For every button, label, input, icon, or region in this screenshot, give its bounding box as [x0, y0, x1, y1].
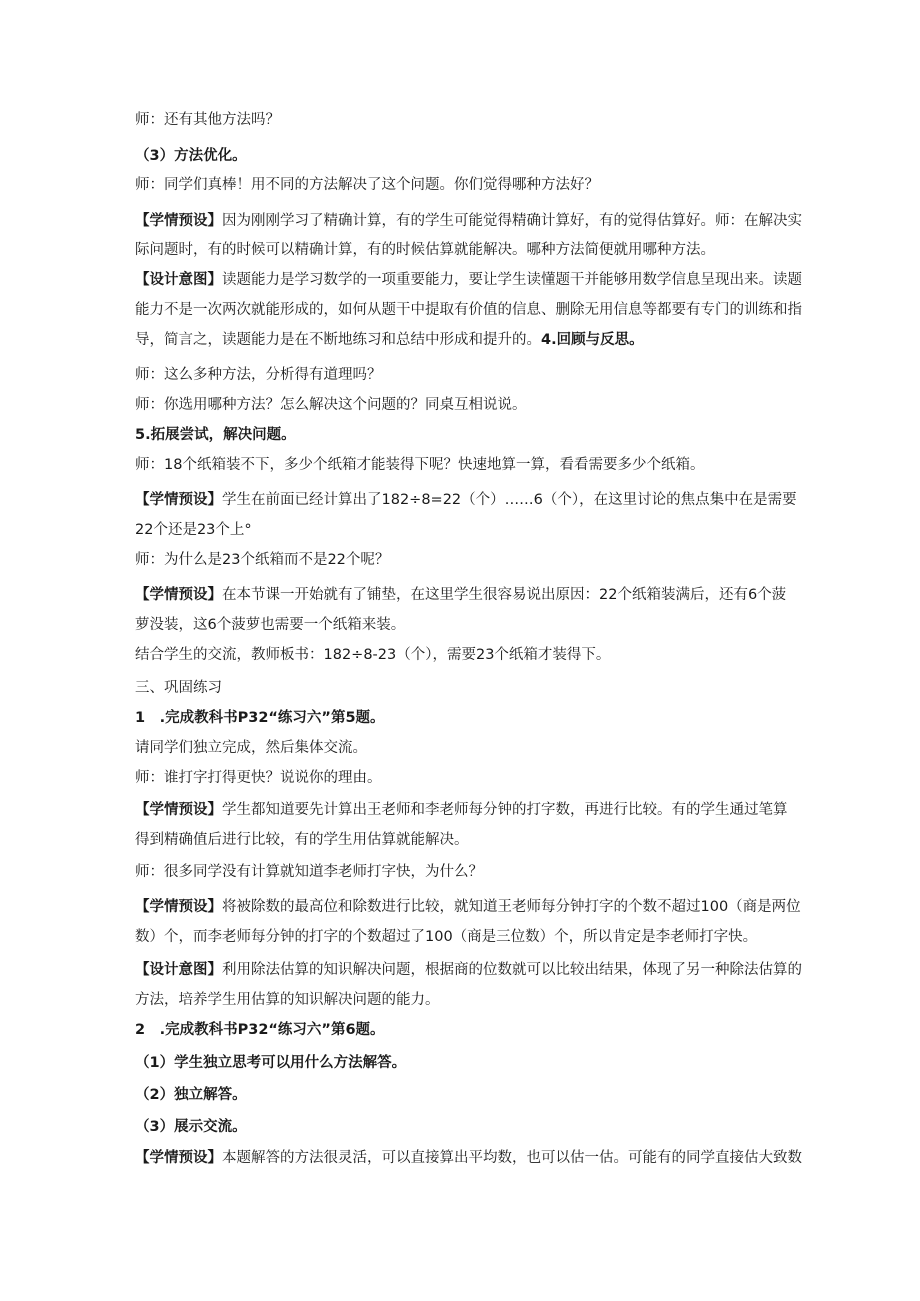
paragraph: 结合学生的交流，教师板书：182÷8-23（个），需要23个纸箱才装得下。	[135, 647, 611, 663]
tag-label: 【学情预设】	[135, 587, 222, 603]
paragraph: 【学情预设】在本节课一开始就有了铺垫，在这里学生很容易说出原因：22个纸箱装满后，还有6个菠	[135, 587, 787, 603]
exercise-heading: 2 .完成教科书P32“练习六”第6题。	[135, 1022, 385, 1038]
paragraph: 导，简言之，读题能力是在不断地练习和总结中形成和提升的。4.回顾与反思。	[135, 332, 644, 348]
tag-label: 【设计意图】	[135, 272, 222, 288]
paragraph: 师：还有其他方法吗？	[135, 112, 280, 128]
paragraph: 【学情预设】学生在前面已经计算出了182÷8=22（个）……6（个），在这里讨论的焦点集中在是需要	[135, 492, 797, 508]
paragraph: 【学情预设】学生都知道要先计算出王老师和李老师每分钟的打字数，再进行比较。有的学生通过笔算	[135, 802, 788, 818]
paragraph: 师：18个纸箱装不下，多少个纸箱才能装得下呢？快速地算一算，看看需要多少个纸箱。	[135, 457, 705, 473]
paragraph: 【学情预设】将被除数的最高位和除数进行比较，就知道王老师每分钟打字的个数不超过100（商是两位	[135, 899, 801, 915]
section-heading: （3）方法优化。	[135, 148, 247, 164]
paragraph: 师：为什么是23个纸箱而不是22个呢？	[135, 552, 390, 568]
paragraph: 【设计意图】读题能力是学习数学的一项重要能力，要让学生读懂题干并能够用数学信息呈现出来。读题	[135, 272, 802, 288]
paragraph: 数）个，而李老师每分钟的打字的个数超过了100（商是三位数）个，所以肯定是李老师打字快。	[135, 929, 758, 945]
section-heading: 三、巩固练习	[135, 680, 222, 696]
paragraph: 22个还是23个上°	[135, 522, 252, 538]
paragraph: 师：你选用哪种方法？怎么解决这个问题的？同桌互相说说。	[135, 397, 527, 413]
paragraph: 得到精确值后进行比较，有的学生用估算就能解决。	[135, 832, 469, 848]
paragraph: 师：谁打字打得更快？说说你的理由。	[135, 770, 382, 786]
exercise-heading: 1 .完成教科书P32“练习六”第5题。	[135, 710, 385, 726]
paragraph: 师：很多同学没有计算就知道李老师打字快，为什么？	[135, 864, 483, 880]
paragraph: 请同学们独立完成，然后集体交流。	[135, 740, 367, 756]
tag-label: 【学情预设】	[135, 492, 222, 508]
list-item: （2）独立解答。	[135, 1087, 247, 1103]
paragraph: 萝没装，这6个菠萝也需要一个纸箱来装。	[135, 617, 406, 633]
paragraph: 【设计意图】利用除法估算的知识解决问题，根据商的位数就可以比较出结果，体现了另一种除法估算的	[135, 962, 802, 978]
tag-label: 【学情预设】	[135, 1150, 222, 1166]
paragraph: 师：这么多种方法，分析得有道理吗？	[135, 367, 382, 383]
list-item: （1）学生独立思考可以用什么方法解答。	[135, 1055, 407, 1071]
tag-label: 【学情预设】	[135, 213, 222, 229]
section-heading: 4.回顾与反思。	[541, 332, 644, 348]
paragraph: 际问题时，有的时候可以精确计算，有的时候估算就能解决。哪种方法简便就用哪种方法。	[135, 242, 715, 258]
tag-label: 【学情预设】	[135, 899, 222, 915]
tag-label: 【学情预设】	[135, 802, 222, 818]
paragraph: 能力不是一次两次就能形成的，如何从题干中提取有价值的信息、删除无用信息等都要有专门的训练和指	[135, 302, 802, 318]
paragraph: 【学情预设】因为刚刚学习了精确计算，有的学生可能觉得精确计算好，有的觉得估算好。师：在解决实	[135, 213, 802, 229]
paragraph: 【学情预设】本题解答的方法很灵活，可以直接算出平均数，也可以估一估。可能有的同学直接估大致数	[135, 1150, 802, 1166]
tag-label: 【设计意图】	[135, 962, 222, 978]
paragraph: 师：同学们真棒！用不同的方法解决了这个问题。你们觉得哪种方法好？	[135, 177, 599, 193]
section-heading: 5.拓展尝试，解决问题。	[135, 427, 296, 443]
list-item: （3）展示交流。	[135, 1119, 247, 1135]
paragraph: 方法，培养学生用估算的知识解决问题的能力。	[135, 992, 440, 1008]
